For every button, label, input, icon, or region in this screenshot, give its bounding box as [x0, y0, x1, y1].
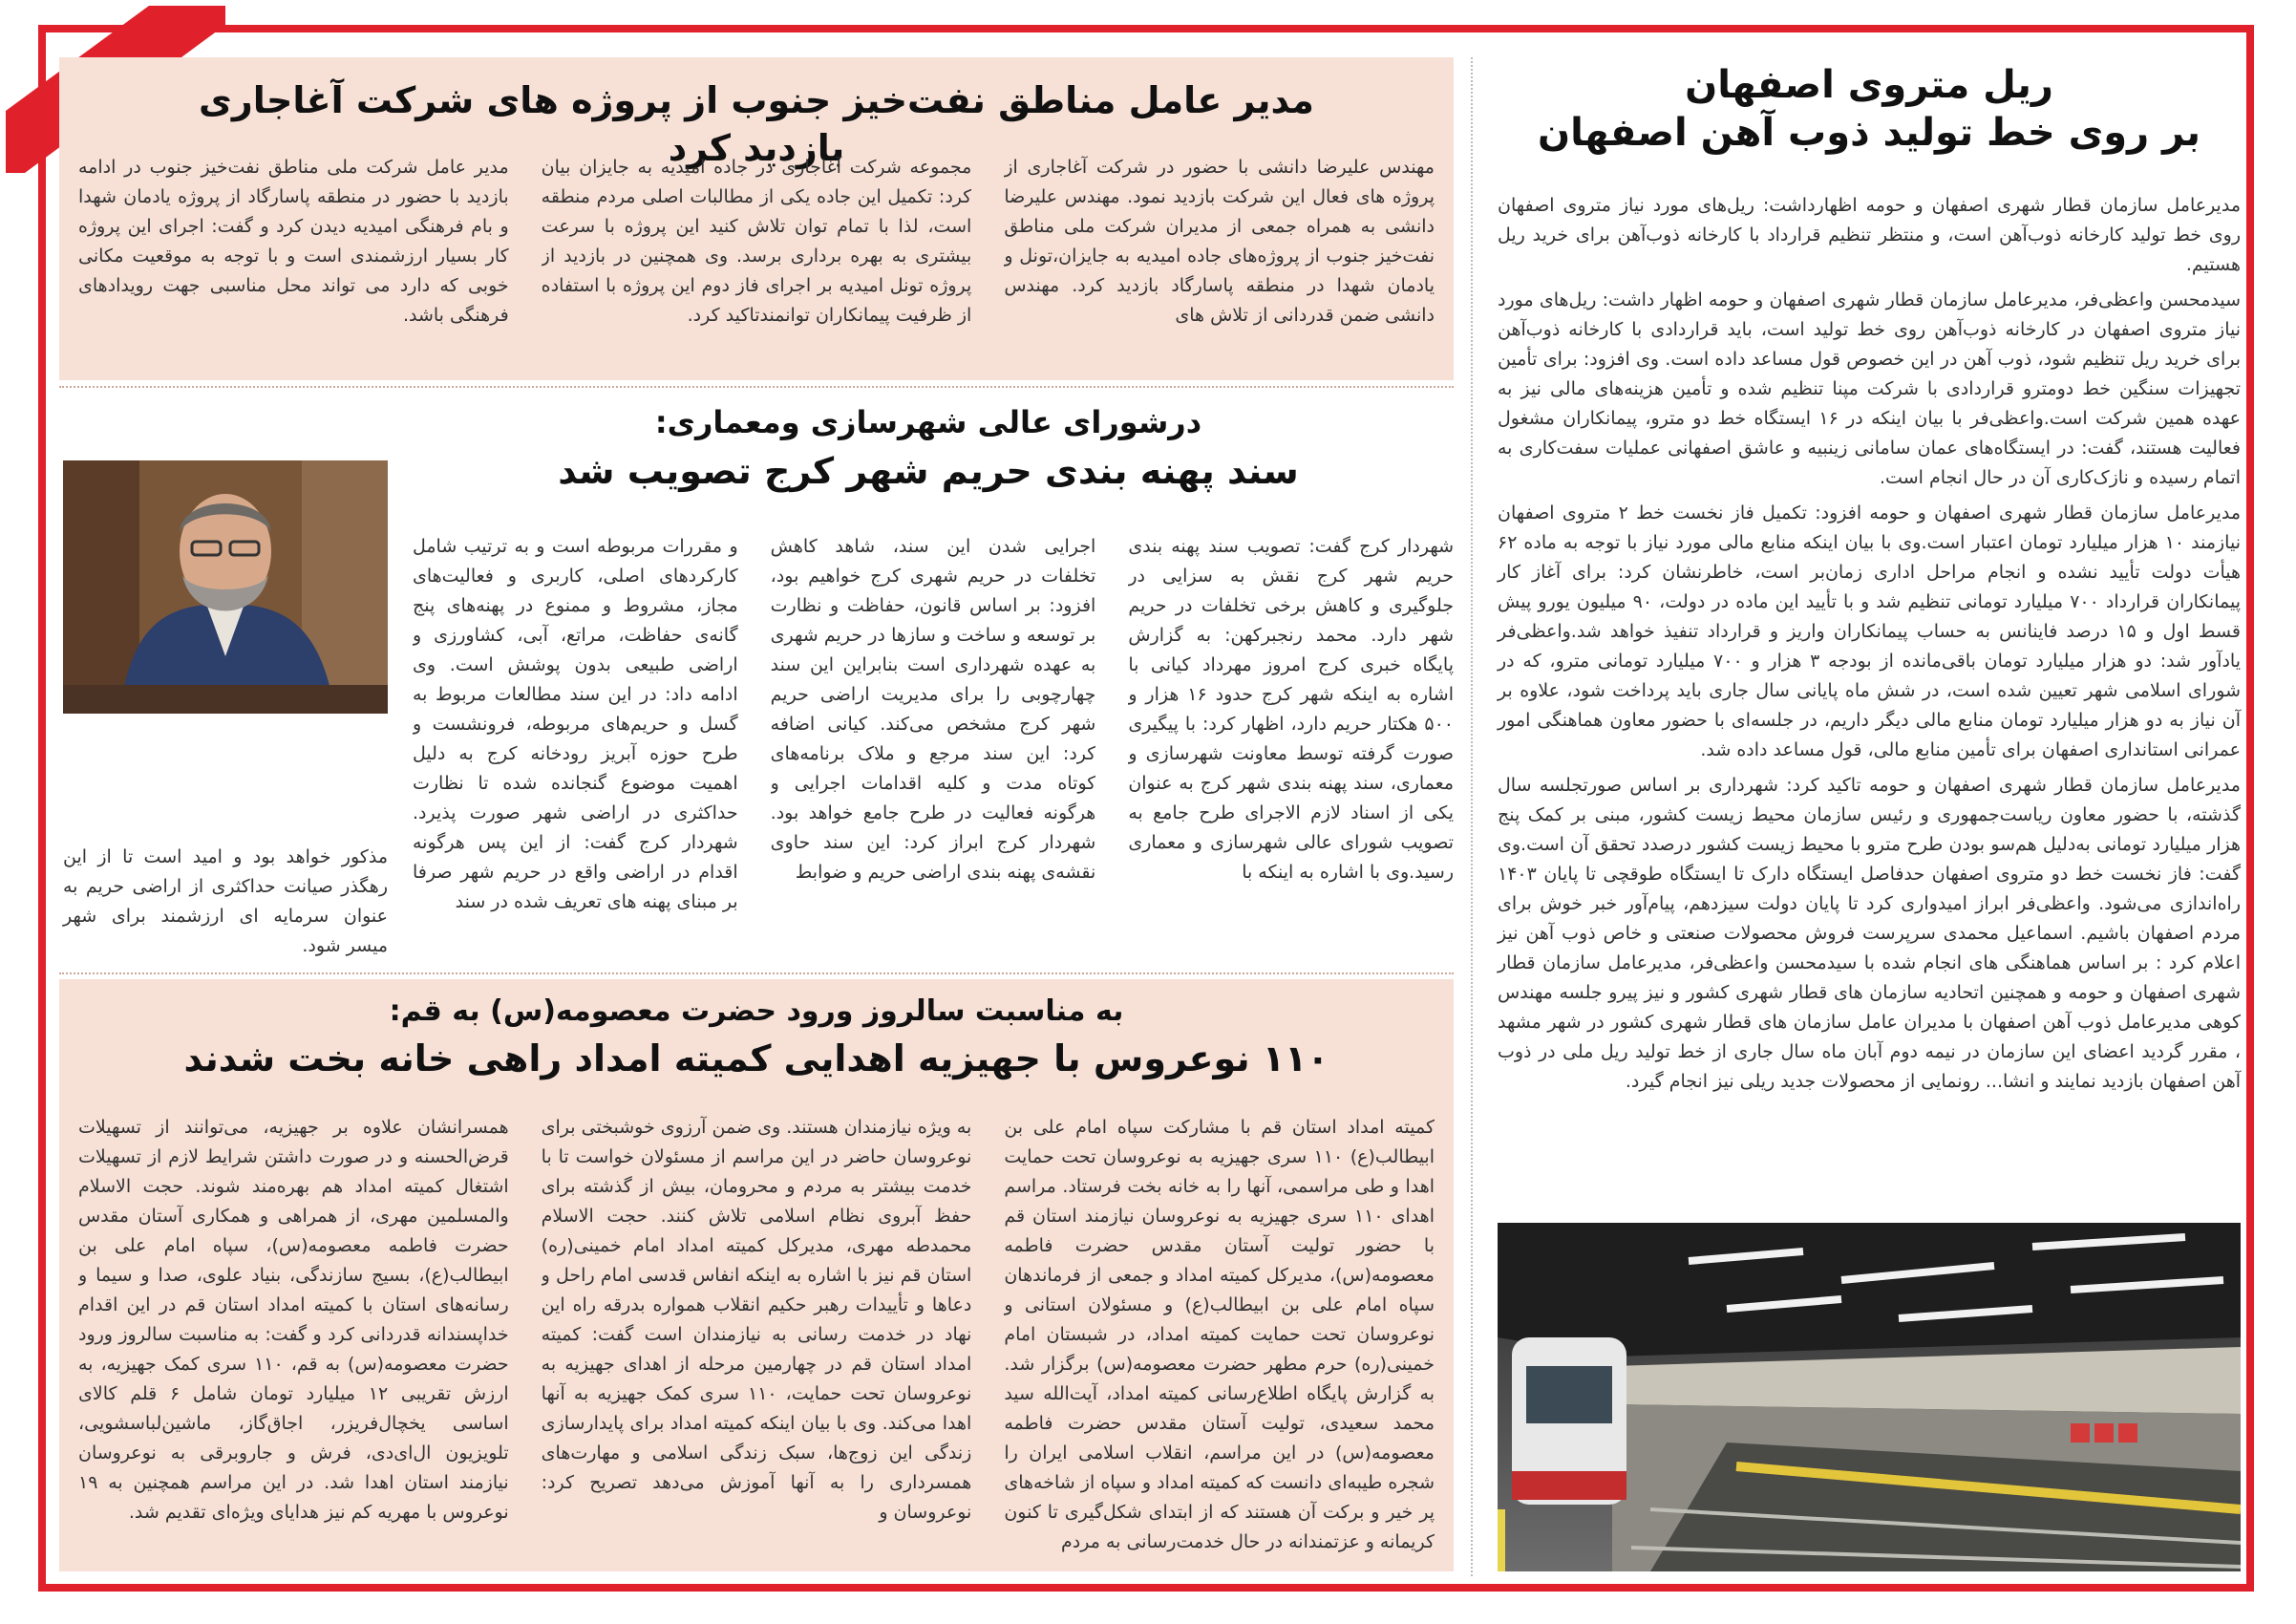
right-article — [1498, 57, 2241, 1576]
middle-article-column: و مقررات مربوطه است و به ترتیب شامل کارکردهای اصلی، کاربری و فعالیت‌های مجاز، مشروط و ممنوع در پهنه‌های پنج گانه‌ی حفاظت، مراتع، آبی، کشاورزی و اراضی طبیعی بدون پوشش است. وی ادامه داد: در این سند مطالعات مربوط به گسل و حریم‌های مربوطه، فرونشست و طرح حوزه آبریز رودخانه کرج به دلیل اهمیت موضوع گنجانده شده تا نظارت حداکثری در اراضی شهر صورت پذیرد. شهردار کرج گفت: از این پس هرگونه اقدام در اراضی واقع در حریم شهر صرفا بر مبنای پهنه های تعریف شده در سند — [412, 536, 738, 912]
right-paragraph: مدیرعامل سازمان قطار شهری اصفهان و حومه تاکید کرد: شهرداری بر اساس صورتجلسه سال گذشته، با حضور معاون ریاست‌جمهوری و رئیس سازمان محیط زیست کشور، مبنی بر کمک پنج هزار میلیارد تومانی به‌دلیل هم‌سو بودن طرح مترو با محیط زیست کشور درصدد تحقق آن است.وی گفت: فاز نخست خط دو متروی اصفهان حدفاصل ایستگاه دارک تا ایستگاه طوقچی تا پایان ۱۴۰۳ راه‌اندازی می‌شود. واعظی‌فر ابراز امیدواری کرد تا پایان دولت سیزدهم، پیام‌آور خبر خوش برای مردم اصفهان باشیم. اسماعیل محمدی سرپرست فروش محصولات صنعتی و خاص ذوب آهن نیز اعلام کرد : بر اساس هماهنگی های انجام شده با سیدمحسن واعظی‌فر، مدیرعامل سازمان قطار شهری اصفهان و حومه و همچنین اتحادیه سازمان های قطار شهری کشور و نیز پیرو جلسه مهندس کوهی مدیرعامل ذوب آهن اصفهان با مدیران عامل سازمان های قطار شهری کشور در شهر مشهد ، مقرر گردید اعضای این سازمان در نیمه دوم آبان ماه سال جاری از خط تولید ریل ملی در ذوب آهن اصفهان بازدید نمایند و انشا... رونمایی از محصولات جدید ریلی نیز انجام گیرد. — [1498, 775, 2241, 1092]
right-paragraph: مدیرعامل سازمان قطار شهری اصفهان و حومه اظهارداشت: ریل‌های مورد نیاز متروی اصفهان روی خط تولید کارخانه ذوب‌آهن است، و منتظر تنظیم قرارداد با کارخانه ذوب‌آهن برای خرید ریل هستیم. — [1498, 195, 2241, 275]
middle-article — [59, 394, 1454, 967]
left-area — [59, 57, 1454, 1576]
bottom-article — [59, 979, 1454, 1571]
section-divider — [59, 972, 1454, 974]
metro-photo-image — [1498, 1223, 2241, 1571]
right-article-title — [1498, 61, 2241, 157]
right-paragraph: مدیرعامل سازمان قطار شهری اصفهان و حومه افزود: تکمیل فاز نخست خط ۲ متروی اصفهان نیازمند ۱۰ هزار میلیارد تومان اعتبار است.وی با بیان اینکه منابع مالی مورد نیاز با توجه به ماده ۶۲ هیأت دولت تأیید نشده و انجام مراحل اداری زمان‌بر است، خاطرنشان کرد: برای آغاز کار پیمانکاران قرارداد ۷۰۰ میلیارد تومانی تنظیم شد و با تأیید این ماده در دولت، ۹۰ میلیون یورو پیش قسط اول و ۱۵ درصد فاینانس به حساب پیمانکاران واریز و قرارداد تنفیذ خواهد شد.واعظی‌فر یادآور شد: دو هزار میلیارد تومان باقی‌مانده از بودجه ۳ هزار و ۷۰۰ میلیارد تومانی مترو، که در شورای اسلامی شهر تعیین شده است، در شش ماه پایانی سال جاری باید پرداخت شود، علاوه بر آن نیاز به دو هزار میلیارد تومان منابع مالی دیگر داریم، در جلسه‌ای با حضور معاون هماهنگی امور عمرانی استانداری اصفهان برای تأمین منابع مالی، قول مساعد داده شد. — [1498, 502, 2242, 760]
top-article-columns — [78, 153, 1435, 373]
bottom-article-kicker: به مناسبت سالروز ورود حضرت معصومه(س) به قم: — [389, 994, 1124, 1028]
portrait-photo — [63, 460, 388, 714]
top-article — [59, 57, 1454, 380]
top-article-column: مدیر عامل شرکت ملی مناطق نفت‌خیز جنوب در ادامه بازدید با حضور در منطقه پاسارگاد از پروژه یادمان شهدا و بام فرهنگی امیدیه دیدن کرد و گفت: اجرای این پروژه کار بسیار ارزشمندی است و با توجه به موقعیت مکانی خوبی که دارد می تواند محل مناسبی جهت رویدادهای فرهنگی باشد. — [77, 157, 509, 326]
column-divider — [1471, 57, 1473, 1576]
middle-article-column: شهردار کرج گفت: تصویب سند پهنه بندی حریم شهر کرج نقش به سزایی در جلوگیری و کاهش برخی تخلفات در حریم شهر دارد. محمد رنجبرکهن: به گزارش پایگاه خبری کرج امروز مهرداد کیانی با اشاره به اینکه شهر کرج حدود ۱۶ هزار و ۵۰۰ هکتار حریم دارد، اظهار کرد: با پیگیری صورت گرفته توسط معاونت شهرسازی و معماری، سند پهنه بندی شهر کرج به عنوان یکی از اسناد لازم الاجرای طرح جامع به تصویب شورای عالی شهرسازی و معماری رسید.وی با اشاره به اینکه با — [1128, 536, 1454, 883]
portrait-side-text: مذکور خواهد بود و امید است تا از این رهگذر صیانت حداکثری از اراضی حریم به عنوان سرمایه ای ارزشمند برای شهر میسر شود. — [63, 846, 388, 956]
top-article-title: مدیر عامل مناطق نفت‌خیز جنوب از پروژه های شرکت آغاجاری بازدید کرد — [199, 79, 1314, 169]
right-article-body — [1498, 191, 2241, 1102]
section-divider — [59, 386, 1454, 388]
bottom-article-title: ۱۱۰ نوعروس با جهیزیه اهدایی کمیته امداد راهی خانه بخت شدند — [183, 1037, 1329, 1079]
right-title-line2: بر روی خط تولید ذوب آهن اصفهان — [1538, 111, 2200, 155]
top-article-column: مجموعه شرکت آغاجاری در جاده امیدیه به جایزان بیان کرد: تکمیل این جاده یکی از مطالبات اصلی مردم منطقه است، لذا با تمام توان تلاش کنید این پروژه با سرعت بیشتری به بهره برداری برسد. وی همچنین در بازدید از پروژه تونل امیدیه بر اجرای فاز دوم این پروژه با استفاده از ظرفیت پیمانکاران توانمندتاکید کرد. — [541, 157, 972, 326]
right-title-line1: ریل متروی اصفهان — [1685, 63, 2053, 107]
top-article-column: مهندس علیرضا دانشی با حضور در شرکت آغاجاری از پروژه های فعال این شرکت بازدید نمود. مهندس علیرضا دانشی به همراه جمعی از مدیران شرکت ملی مناطق نفت‌خیز جنوب از پروژه‌های جاده امیدیه به جایزان،تونل و یادمان شهدا در منطقه پاسارگاد بازدید کرد. مهندس دانشی ضمن قدردانی از تلاش های — [1004, 157, 1435, 326]
bottom-article-column: کمیته امداد استان قم با مشارکت سپاه امام علی بن ابیطالب(ع) ۱۱۰ سری جهیزیه به نوعروسان تحت حمایت اهدا و طی مراسمی، آنها را به خانه بخت فرستاد. مراسم اهدای ۱۱۰ سری جهیزیه به نوعروسان نیازمند استان قم با حضور تولیت آستان مقدس حضرت فاطمه معصومه(س)، مدیرکل کمیته امداد و جمعی از فرماندهان سپاه امام علی بن ابیطالب(ع) و مسئولان استانی و نوعروسان تحت حمایت کمیته امداد، در شبستان امام خمینی(ره) حرم مطهر حضرت معصومه(س) برگزار شد. به گزارش پایگاه اطلاع‌رسانی کمیته امداد، آیت‌الله سید محمد سعیدی، تولیت آستان مقدس حضرت فاطمه معصومه(س) در این مراسم، انقلاب اسلامی ایران را شجره طیبه‌ای دانست که کمیته امداد و سپاه از شاخه‌های پر خیر و برکت آن هستند که از ابتدای شکل‌گیری تا کنون کریمانه و عزتمندانه در حال خدمت‌رسانی به مردم — [1004, 1117, 1435, 1552]
bottom-article-column: به ویژه نیازمندان هستند. وی ضمن آرزوی خوشبختی برای نوعروسان حاضر در این مراسم از مسئولان خواست تا با خدمت بیشتر به مردم و محرومان، بیش از گذشته برای حفظ آبروی نظام اسلامی تلاش کنند. حجت الاسلام محمدطه مهری، مدیرکل کمیته امداد امام خمینی(ره) استان قم نیز با اشاره به اینکه انفاس قدسی امام راحل و دعاها و تأییدات رهبر حکیم انقلاب همواره بدرقه راه این نهاد در خدمت رسانی به نیازمندان است گفت: کمیته امداد استان قم در چهارمین مرحله از اهدای جهیزیه به نوعروسان تحت حمایت، ۱۱۰ سری کمک جهیزیه به آنها اهدا می‌کند. وی با بیان اینکه کمیته امداد برای پایدارسازی زندگی این زوج‌ها، سبک زندگی اسلامی و مهارت‌های همسرداری را به آنها آموزش می‌دهد تصریح کرد: نوعروسان و — [541, 1117, 972, 1523]
metro-photo — [1498, 1223, 2241, 1571]
portrait-image — [63, 460, 388, 714]
middle-article-column: اجرایی شدن این سند، شاهد کاهش تخلفات در حریم شهری کرج خواهیم بود، افزود: بر اساس قانون، حفاظت و نظارت بر توسعه و ساخت و سازها در حریم شهری به عهده شهرداری است بنابراین این سند چهارچوبی را برای مدیریت اراضی حریم شهر کرج مشخص می‌کند. کیانی اضافه کرد: این سند مرجع و ملاک برنامه‌های کوتاه مدت و کلیه اقدامات اجرایی و هرگونه فعالیت در طرح جامع خواهد بود. شهردار کرج ابراز کرد: این سند حاوی نقشه‌ی پهنه بندی اراضی حریم و ضوابط — [770, 536, 1096, 883]
middle-article-columns — [413, 532, 1454, 952]
middle-article-kicker: درشورای عالی شهرسازی ومعماری: — [654, 404, 1202, 440]
middle-article-title: سند پهنه بندی حریم شهر کرج تصویب شد — [558, 450, 1299, 492]
bottom-article-columns — [78, 1113, 1435, 1562]
right-paragraph: سیدمحسن واعظی‌فر، مدیرعامل سازمان قطار شهری اصفهان و حومه اظهار داشت: ریل‌های مورد نیاز متروی اصفهان در کارخانه ذوب‌آهن روی خط تولید است، باید قراردادی با کارخانه ذوب‌آهن برای خرید ریل تنظیم شود، ذوب آهن در این خصوص قول مساعد داده است. وی افزود: برای تأمین تجهیزات سنگین خط دومترو قراردادی با شرکت مپنا تنظیم شده و تأمین هزینه‌های مالی نیز به عهده همین شرکت است.واعظی‌فر با بیان اینکه در ۱۶ ایستگاه خط دو مترو، پیمانکاران مشغول فعالیت هستند، گفت: در ایستگاه‌های عمان سامانی زینبیه و عاشق اصفهانی عملیات سفت‌کاری به اتمام رسیده و نازک‌کاری آن در حال انجام است. — [1498, 289, 2241, 488]
bottom-article-column: همسرانشان علاوه بر جهیزیه، می‌توانند از تسهیلات قرض‌الحسنه و در صورت داشتن شرایط لازم از تسهیلات اشتغال کمیته امداد هم بهره‌مند شوند. حجت الاسلام والمسلمین مهری، از همراهی و همکاری آستان مقدس حضرت فاطمه معصومه(س)، سپاه امام علی بن ابیطالب(ع)، بسیج سازندگی، بنیاد علوی، صدا و سیما و رسانه‌های استان با کمیته امداد استان قم در این اقدام خداپسندانه قدردانی کرد و گفت: به مناسبت سالروز ورود حضرت معصومه(س) به قم، ۱۱۰ سری کمک جهیزیه، به ارزش تقریبی ۱۲ میلیارد تومان شامل ۶ قلم کالای اساسی یخچال‌فریزر، اجاق‌گاز، ماشین‌لباسشویی، تلویزیون ال‌ای‌دی، فرش و جاروبرقی به نوعروسان نیازمند استان اهدا شد. در این مراسم همچنین به ۱۹ نوعروس با مهریه کم نیز هدایای ویژه‌ای تقدیم شد. — [77, 1117, 509, 1523]
